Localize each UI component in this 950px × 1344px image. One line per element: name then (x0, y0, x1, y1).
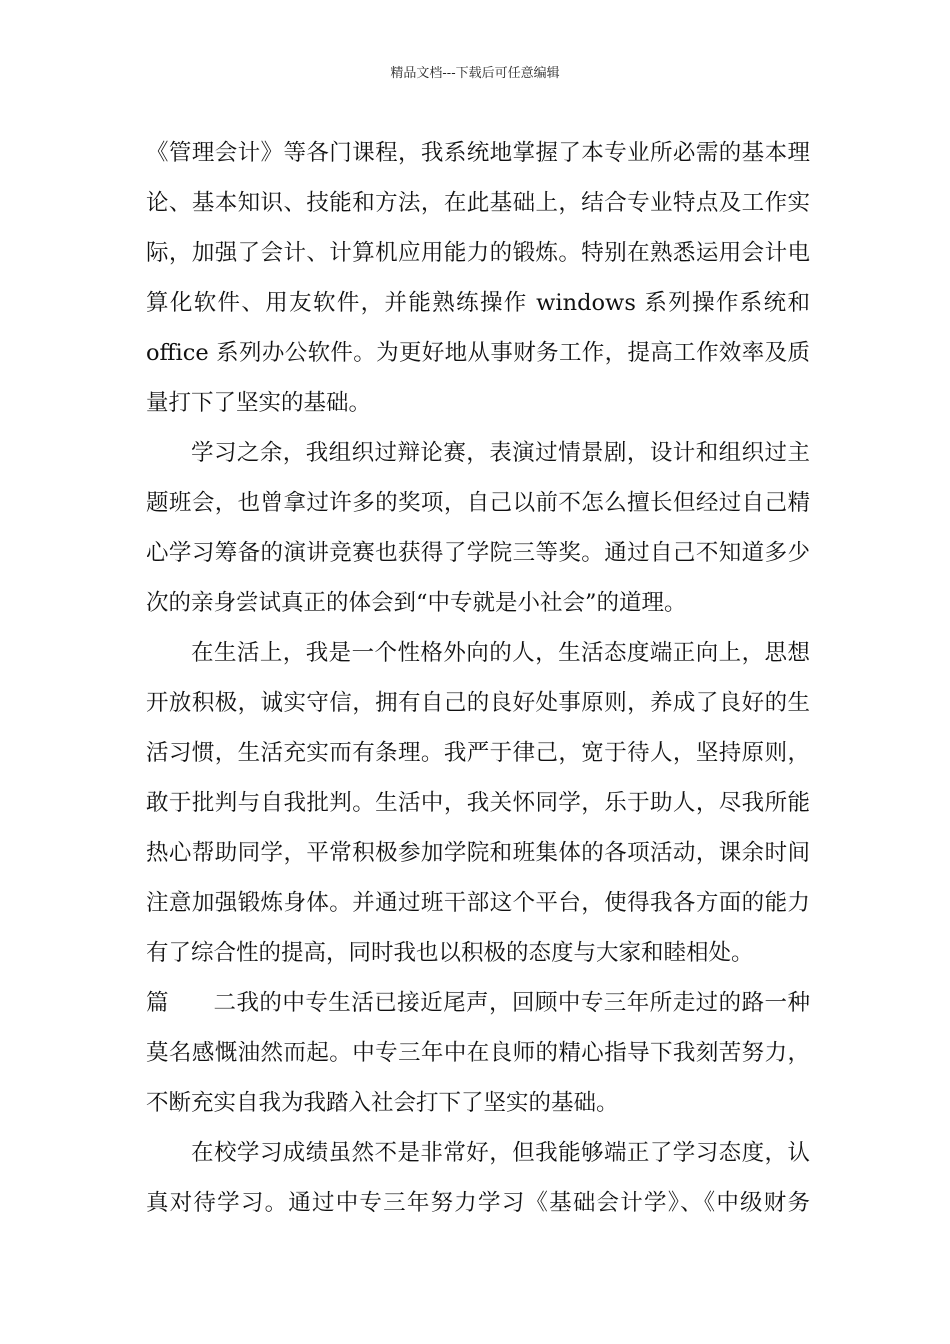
text-line: 在校学习成绩虽然不是非常好，但我能够端正了学习态度，认 (191, 1140, 810, 1166)
text-line: 次的亲身尝试真正的体会到“中专就是小社会”的道理。 (146, 590, 687, 616)
text-line: 真对待学习。通过中专三年努力学习《基础会计学》、《中级财务 (146, 1190, 810, 1216)
text-line: 量打下了坚实的基础。 (146, 390, 372, 416)
text-line: 在生活上，我是一个性格外向的人，生活态度端正向上，思想 (191, 640, 810, 666)
text-line: 题班会，也曾拿过许多的奖项，自己以前不怎么擅长但经过自己精 (146, 490, 810, 516)
text-line: 热心帮助同学，平常积极参加学院和班集体的各项活动，课余时间 (146, 840, 810, 866)
text-line: 学习之余，我组织过辩论赛，表演过情景剧，设计和组织过主 (191, 440, 810, 466)
text-line: 活习惯，生活充实而有条理。我严于律己，宽于待人，坚持原则， (146, 740, 810, 766)
page-header: 精品文档---下载后可任意编辑 (390, 66, 560, 81)
text-line: 论、基本知识、技能和方法，在此基础上，结合专业特点及工作实 (146, 190, 810, 216)
text-line: 敢于批判与自我批判。生活中，我关怀同学，乐于助人，尽我所能 (146, 790, 810, 816)
text-line: 际，加强了会计、计算机应用能力的锻炼。特别在熟悉运用会计电 (146, 240, 810, 266)
text-line: 莫名感慨油然而起。中专三年中在良师的精心指导下我刻苦努力， (146, 1040, 810, 1066)
text-line: 算化软件、用友软件，并能熟练操作 windows 系列操作系统和 (146, 290, 810, 316)
text-line: 《管理会计》等各门课程，我系统地掌握了本专业所必需的基本理 (146, 140, 810, 166)
text-line: 有了综合性的提高，同时我也以积极的态度与大家和睦相处。 (146, 940, 754, 966)
text-line: office 系列办公软件。为更好地从事财务工作，提高工作效率及质 (146, 340, 810, 366)
text-line: 不断充实自我为我踏入社会打下了坚实的基础。 (146, 1090, 619, 1116)
section-first-line: 我的中专生活已接近尾声，回顾中专三年所走过的路一种 (236, 990, 810, 1016)
section-label: 篇二 (146, 990, 236, 1016)
section-line (146, 985, 810, 1035)
text-line: 心学习筹备的演讲竞赛也获得了学院三等奖。通过自己不知道多少 (146, 540, 810, 566)
text-line: 注意加强锻炼身体。并通过班干部这个平台，使得我各方面的能力 (146, 890, 810, 916)
body-text (146, 135, 810, 1235)
text-line: 开放积极，诚实守信，拥有自己的良好处事原则，养成了良好的生 (146, 690, 810, 716)
